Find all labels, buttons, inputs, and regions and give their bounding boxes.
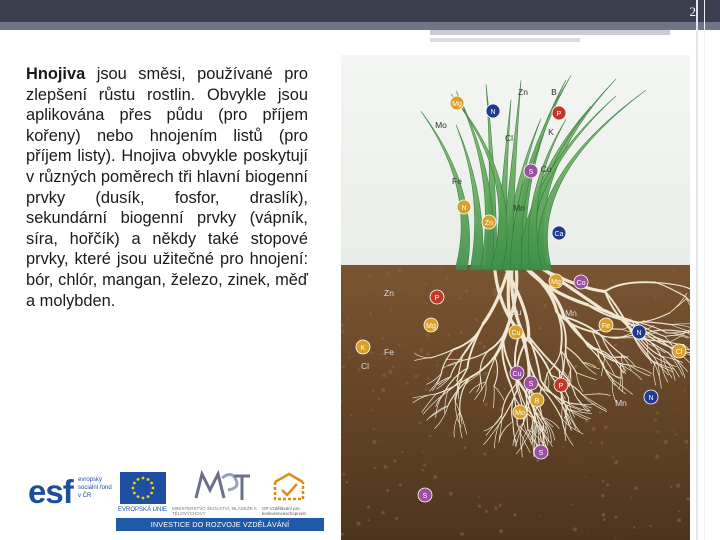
op-logo	[272, 472, 306, 502]
svg-text:S: S	[528, 169, 534, 176]
right-border-line	[696, 0, 698, 540]
eu-label: EVROPSKÁ UNIE	[118, 507, 168, 513]
esf-logo: esf evropský sociální fond v ČR	[28, 473, 112, 510]
svg-text:Mo: Mo	[435, 120, 447, 130]
svg-text:N: N	[636, 330, 642, 337]
plant-nutrients-illustration	[341, 55, 690, 540]
svg-text:Cu: Cu	[512, 371, 522, 378]
op-label: OP Vzdělávání pro konkurenceschopnost	[262, 506, 306, 516]
svg-text:N: N	[461, 205, 467, 212]
svg-text:Ca: Ca	[554, 231, 564, 238]
svg-text:Mg: Mg	[551, 279, 561, 286]
svg-text:Cl: Cl	[360, 361, 370, 371]
svg-text:Mo: Mo	[515, 410, 525, 417]
svg-text:Cu: Cu	[511, 330, 521, 337]
investment-band	[116, 518, 324, 531]
svg-text:Cu: Cu	[540, 164, 552, 174]
svg-text:N: N	[490, 109, 496, 116]
fertilizer-description	[26, 64, 308, 311]
svg-text:Mn: Mn	[615, 398, 627, 408]
svg-text:Fe: Fe	[452, 176, 462, 186]
svg-text:Zn: Zn	[384, 288, 394, 298]
svg-text:K: K	[548, 127, 554, 137]
svg-text:Zn: Zn	[484, 220, 494, 227]
plant-illustration-svg	[341, 55, 690, 540]
svg-text:Mn: Mn	[513, 203, 525, 213]
svg-text:Mn: Mn	[565, 308, 577, 318]
svg-text:P: P	[434, 295, 440, 302]
investment-band-text: INVESTICE DO ROZVOJE VZDĚLÁVÁNÍ	[150, 520, 290, 529]
msmt-label: MINISTERSTVO ŠKOLSTVÍ, MLÁDEŽE A TĚLOVÝCHOVY	[172, 506, 257, 516]
svg-text:Zn: Zn	[518, 87, 528, 97]
top-bar-stripe	[430, 30, 670, 35]
top-bar-accent	[0, 22, 720, 30]
svg-text:P: P	[556, 111, 562, 118]
svg-text:N: N	[648, 395, 654, 402]
svg-text:Mn: Mn	[535, 423, 547, 433]
lead-term: Hnojiva	[26, 65, 86, 83]
svg-text:B: B	[534, 398, 540, 405]
svg-text:Cl: Cl	[675, 349, 683, 356]
svg-text:Fe: Fe	[601, 323, 611, 330]
svg-text:B: B	[551, 87, 557, 97]
eu-flag-logo	[120, 472, 166, 504]
funding-logos	[28, 466, 320, 530]
slide-number: 2	[689, 4, 696, 19]
svg-text:K: K	[360, 345, 366, 352]
svg-text:P: P	[558, 383, 564, 390]
description-body: jsou směsi, používané pro zlepšení růstu rostlin. Obvykle jsou aplikována přes půdu (pro příjem kořeny) nebo hnojením listů (pro příjem listy). Hnojiva obvykle poskytují v různých poměrech tři hlavní biogenní prvky (dusík, fosfor, draslík), sekundární biogenní prvky (vápník, síra, hořčík) a někdy také stopové prvky, které jsou užitečné pro hnojení: bór, chlór, mangan, železo, zinek, měď a molybden.	[26, 65, 308, 310]
svg-text:S: S	[538, 450, 544, 457]
right-border-line-thin	[704, 0, 705, 540]
svg-text:S: S	[528, 381, 534, 388]
svg-text:Mg: Mg	[426, 323, 436, 330]
top-bar	[0, 0, 720, 22]
top-bar-stripe-short	[430, 38, 580, 42]
msmt-logo	[192, 468, 252, 504]
svg-text:Cu: Cu	[510, 307, 522, 317]
svg-text:Fe: Fe	[384, 347, 394, 357]
svg-text:Cl: Cl	[504, 133, 514, 143]
svg-text:Mg: Mg	[452, 101, 462, 108]
svg-text:Co: Co	[576, 280, 586, 287]
svg-text:S: S	[422, 493, 428, 500]
